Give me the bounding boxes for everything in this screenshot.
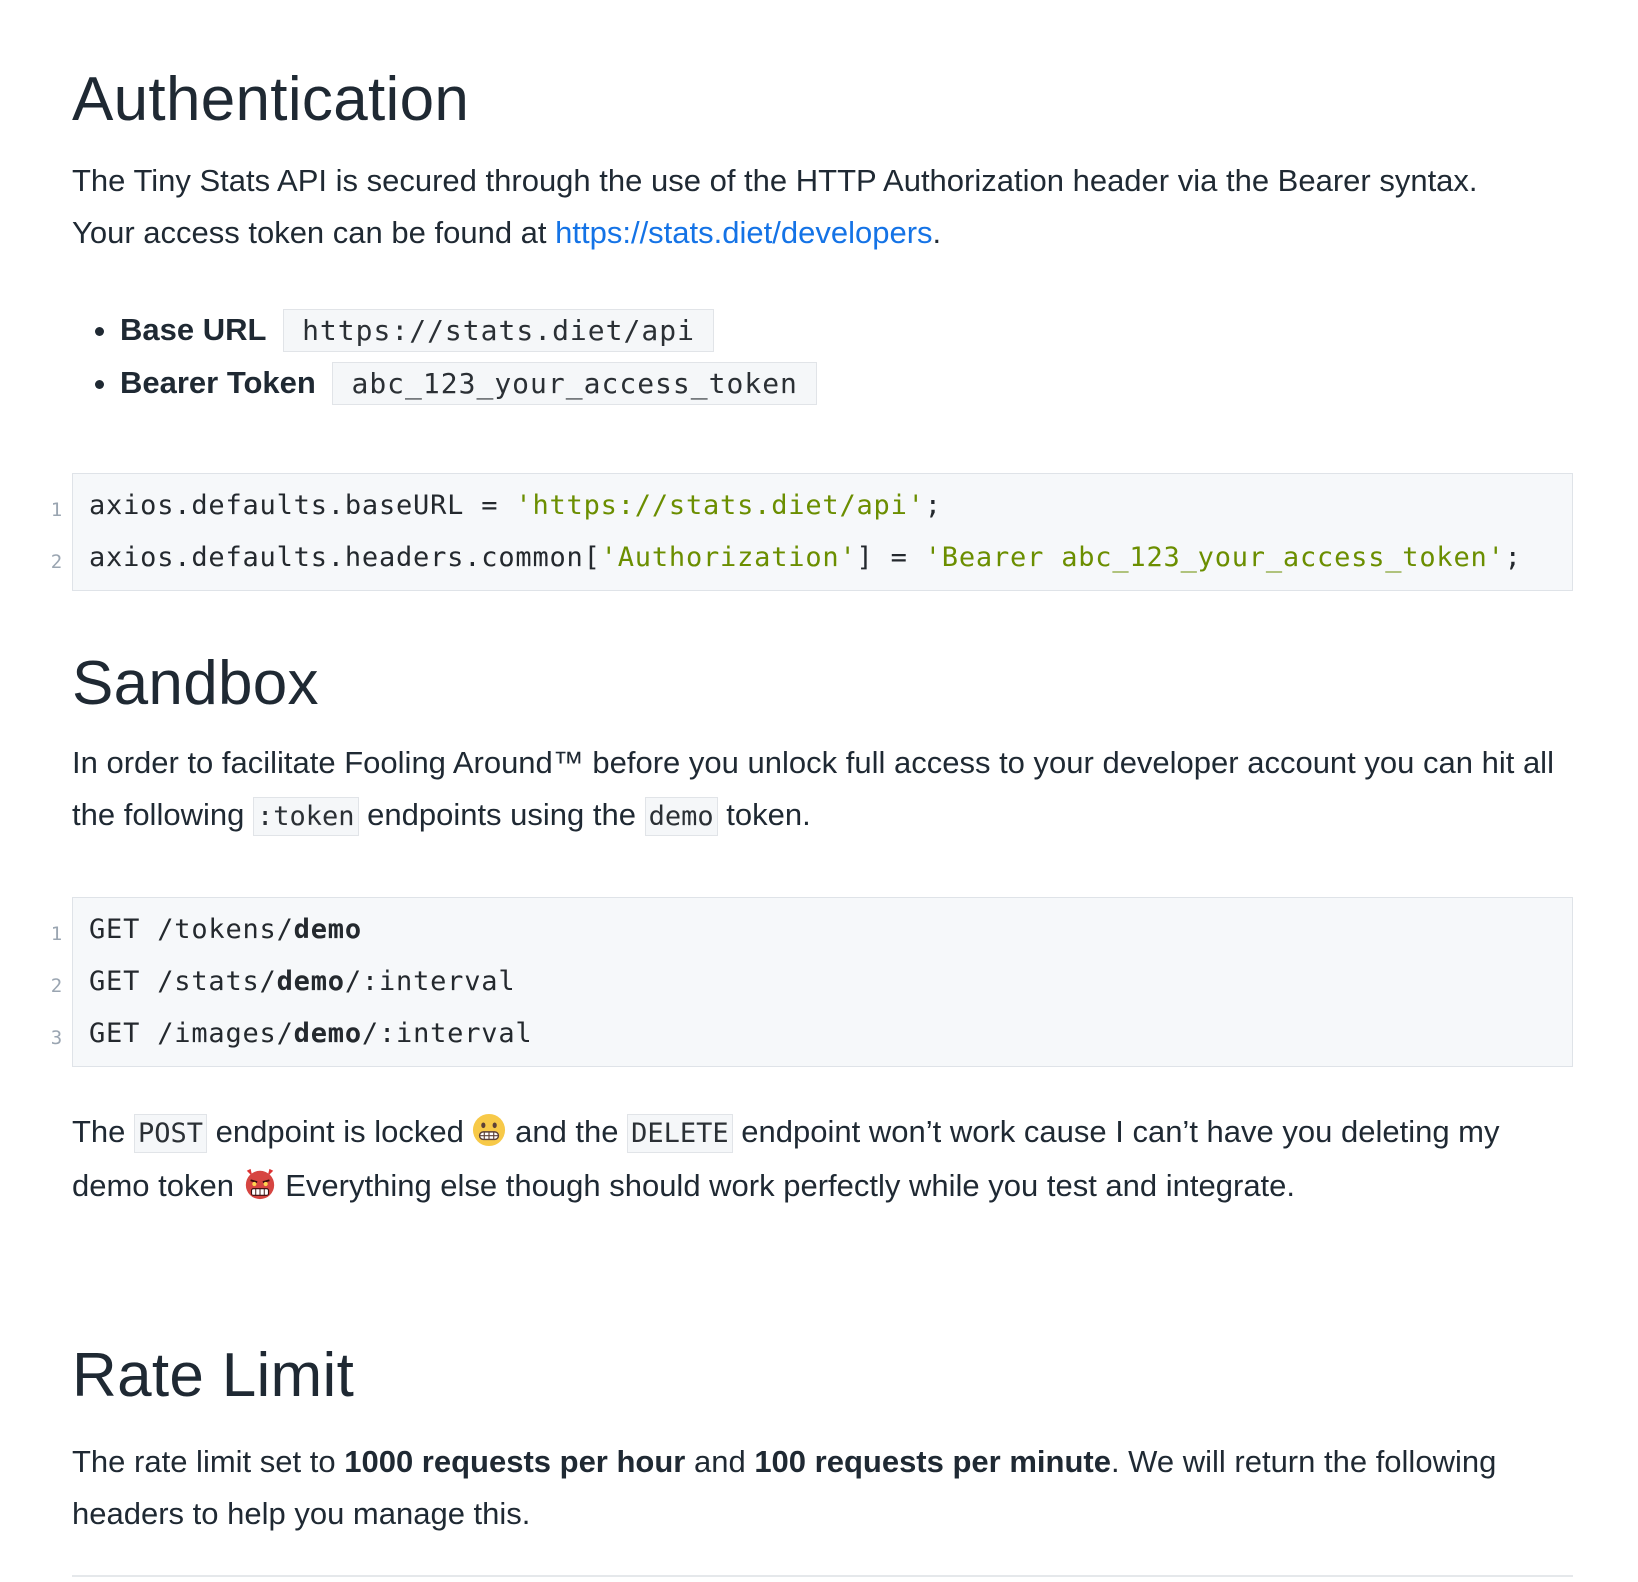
authentication-heading: Authentication — [72, 65, 470, 134]
intro-text: The Tiny Stats API is secured through the use of the HTTP Authorization header via the Bearer syntax. Your access token can be found at — [72, 163, 1478, 250]
endpoints-code-block — [50, 897, 1573, 1067]
post-code: POST — [134, 1114, 207, 1153]
code-string: 'Bearer abc_123_your_access_token' — [924, 542, 1505, 573]
line-number: 2 — [50, 551, 63, 573]
code-bold: demo — [293, 1018, 362, 1049]
auth-params-list — [72, 304, 817, 410]
code-string: 'https://stats.diet/api' — [515, 490, 925, 521]
param-value: abc_123_your_access_token — [332, 362, 816, 405]
code-text: axios.defaults.headers.common[ — [89, 542, 601, 573]
sandbox-text: token. — [717, 797, 811, 832]
sandbox-text: endpoints using the — [358, 797, 645, 832]
sandbox-text: The — [72, 1114, 135, 1149]
authentication-intro — [72, 155, 1522, 259]
sandbox-text: Everything else though should work perfectly while you test and integrate. — [276, 1168, 1296, 1203]
sandbox-text: In order to facilitate Fooling Around™ before you unlock full access to your developer account you can hit all the following — [72, 745, 1554, 832]
delete-code: DELETE — [627, 1114, 733, 1153]
code-line — [50, 1008, 1556, 1060]
sandbox-text: and the — [506, 1114, 628, 1149]
param-value: https://stats.diet/api — [283, 309, 714, 352]
param-base-url — [120, 304, 817, 357]
code-line — [50, 480, 1556, 532]
code-text: GET /tokens/ — [89, 914, 294, 945]
param-label: Bearer Token — [120, 365, 316, 400]
rate-per-minute: 100 requests per minute — [754, 1444, 1111, 1479]
code-bold: demo — [276, 966, 345, 997]
rate-per-hour: 1000 requests per hour — [344, 1444, 686, 1479]
code-text: /:interval — [344, 966, 516, 997]
param-label: Base URL — [120, 312, 267, 347]
rate-limit-heading: Rate Limit — [72, 1341, 355, 1410]
demo-token-code: demo — [645, 797, 718, 836]
code-string: 'Authorization' — [600, 542, 857, 573]
rate-text: . We will return the following headers to help you manage this. — [72, 1444, 1497, 1531]
developers-link[interactable]: https://stats.diet/developers — [555, 215, 933, 250]
token-param-code: :token — [253, 797, 359, 836]
code-text: ] = — [856, 542, 925, 573]
code-bold: demo — [293, 914, 362, 945]
sandbox-notes — [72, 1106, 1532, 1212]
grimacing-face-icon — [472, 1113, 506, 1147]
code-line — [50, 904, 1556, 956]
line-number: 1 — [50, 923, 63, 945]
rate-text: The rate limit set to — [72, 1444, 345, 1479]
code-line — [50, 532, 1556, 584]
code-text: ; — [1504, 542, 1522, 573]
auth-code-block — [50, 473, 1573, 591]
code-line — [50, 956, 1556, 1008]
sandbox-text: endpoint won’t work cause I can’t have you deleting my demo token — [72, 1114, 1500, 1203]
sandbox-text: endpoint is locked — [207, 1114, 473, 1149]
code-text: /:interval — [361, 1018, 533, 1049]
line-number: 1 — [50, 499, 63, 521]
intro-end: . — [932, 215, 942, 250]
code-text: ; — [924, 490, 942, 521]
line-number: 3 — [50, 1027, 63, 1049]
code-text: axios.defaults.baseURL = — [89, 490, 516, 521]
code-text: GET /stats/ — [89, 966, 277, 997]
rate-text: and — [685, 1444, 755, 1479]
rate-limit-text — [72, 1436, 1532, 1540]
ogre-icon — [243, 1167, 277, 1201]
sandbox-heading: Sandbox — [72, 649, 319, 718]
param-bearer-token — [120, 357, 817, 410]
section-divider — [72, 1575, 1573, 1577]
sandbox-intro — [72, 737, 1573, 843]
code-text: GET /images/ — [89, 1018, 294, 1049]
line-number: 2 — [50, 975, 63, 997]
